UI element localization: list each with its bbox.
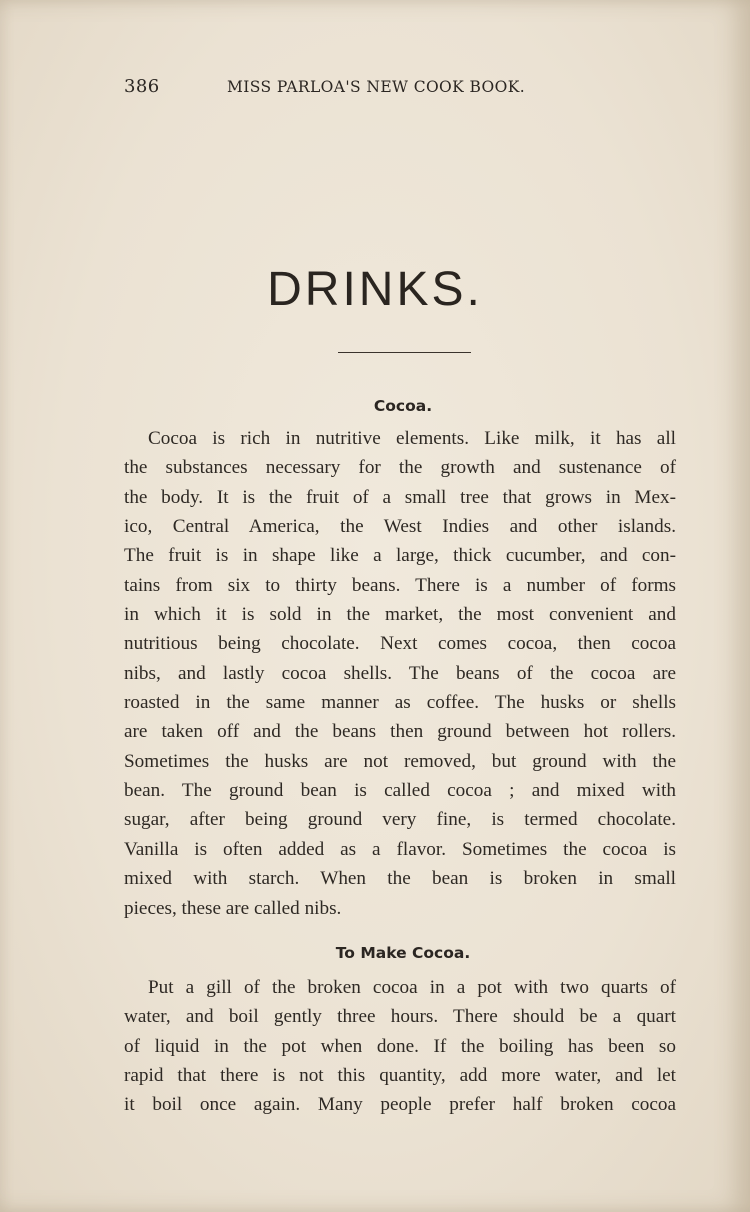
text-line: tains from six to thirty beans. There is a number of forms [124,574,676,596]
text-line: mixed with starch. When the bean is broken in small [124,868,676,890]
running-head [124,76,584,100]
text-line: water, and boil gently three hours. There should be a quart [124,1006,676,1028]
text-line: are taken off and the beans then ground between hot rollers. [124,721,676,743]
text-line: the substances necessary for the growth and sustenance of [124,457,676,479]
text-line: Vanilla is often added as a flavor. Sometimes the cocoa is [124,838,676,860]
page-number: 386 [124,76,160,97]
section-heading-cocoa: Cocoa. [373,397,433,415]
title-rule [338,352,471,353]
text-line: pieces, these are called nibs. [124,897,342,919]
text-line: sugar, after being ground very fine, is termed chocolate. [124,809,676,831]
text-line: in which it is sold in the market, the most convenient and [124,604,676,626]
text-line: Cocoa is rich in nutritive elements. Like milk, it has all [148,428,676,449]
text-line: rapid that there is not this quantity, add more water, and let [124,1065,676,1087]
text-line: The fruit is in shape like a large, thick cucumber, and con- [124,545,676,567]
text-line: nibs, and lastly cocoa shells. The beans of the cocoa are [124,662,676,684]
chapter-title: DRINKS. [267,263,483,316]
text-line: it boil once again. Many people prefer half broken cocoa [124,1094,676,1116]
paragraph-cocoa [124,424,676,923]
text-line: nutritious being chocolate. Next comes cocoa, then cocoa [124,633,676,655]
text-line: Sometimes the husks are not removed, but ground with the [124,750,676,772]
section-heading-to-make-cocoa: To Make Cocoa. [335,944,471,962]
text-line: roasted in the same manner as coffee. The husks or shells [124,692,676,714]
text-line: bean. The ground bean is called cocoa ; and mixed with [124,780,676,802]
text-line: of liquid in the pot when done. If the boiling has been so [124,1035,676,1057]
text-line: ico, Central America, the West Indies and other islands. [124,516,676,538]
book-title: MISS PARLOA'S NEW COOK BOOK. [227,78,526,96]
text-line: the body. It is the fruit of a small tree that grows in Mex- [124,486,676,508]
paragraph-to-make-cocoa [124,973,676,1120]
text-line: Put a gill of the broken cocoa in a pot with two quarts of [148,977,676,998]
